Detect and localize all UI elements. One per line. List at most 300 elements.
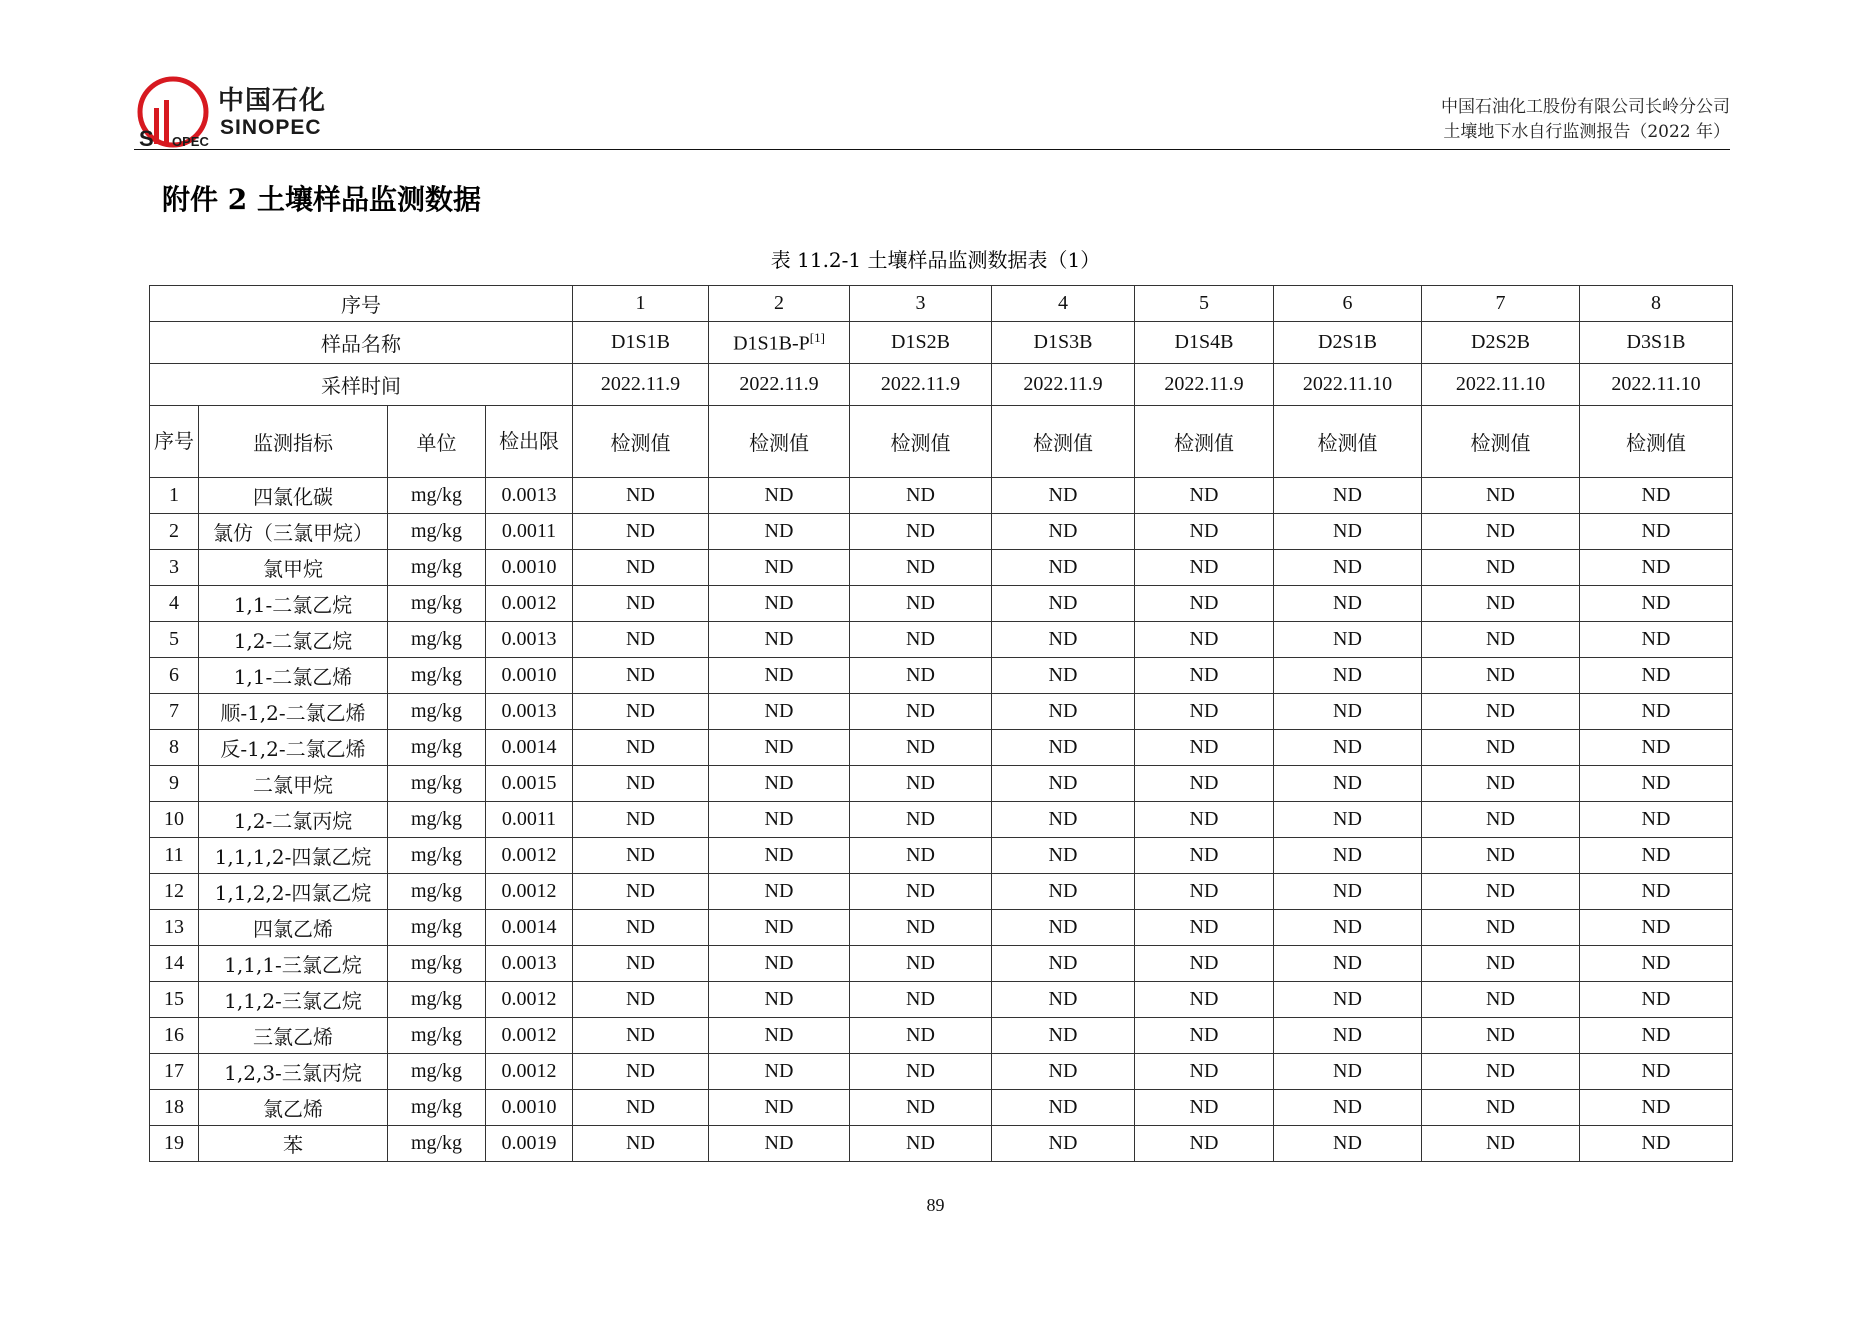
company-name: 中国石油化工股份有限公司长岭分公司 <box>1441 97 1730 117</box>
logo-chinese-name: 中国石化 <box>218 86 327 116</box>
col-header-value: 检测值 <box>1135 406 1274 478</box>
sinopec-logo <box>134 74 334 150</box>
indicator-name: 1,1-二氯乙烷 <box>199 586 388 622</box>
sample-number: 8 <box>1580 286 1733 322</box>
measured-value: ND <box>1135 658 1274 694</box>
measured-value: ND <box>850 622 992 658</box>
sample-date: 2022.11.9 <box>992 364 1135 406</box>
sample-name-text: D2S2B <box>1471 331 1530 353</box>
col-header-value: 检测值 <box>992 406 1135 478</box>
measured-value: ND <box>1135 1018 1274 1054</box>
measured-value: ND <box>1274 802 1422 838</box>
table-row <box>150 910 1733 946</box>
table-row <box>150 514 1733 550</box>
row-number: 12 <box>150 874 199 910</box>
measured-value: ND <box>1580 694 1733 730</box>
measured-value: ND <box>1422 1054 1580 1090</box>
indicator-name: 1,2,3-三氯丙烷 <box>199 1054 388 1090</box>
measured-value: ND <box>850 730 992 766</box>
measured-value: ND <box>1135 766 1274 802</box>
measured-value: ND <box>850 1054 992 1090</box>
measured-value: ND <box>709 1090 850 1126</box>
col-header-indicator: 监测指标 <box>199 406 388 478</box>
measured-value: ND <box>1422 1090 1580 1126</box>
measured-value: ND <box>850 658 992 694</box>
header-row-sample-time <box>150 364 1733 406</box>
detection-limit: 0.0012 <box>486 874 573 910</box>
measured-value: ND <box>1422 478 1580 514</box>
measured-value: ND <box>850 910 992 946</box>
unit: mg/kg <box>388 766 486 802</box>
unit: mg/kg <box>388 1018 486 1054</box>
measured-value: ND <box>992 802 1135 838</box>
measured-value: ND <box>992 658 1135 694</box>
measured-value: ND <box>1274 622 1422 658</box>
measured-value: ND <box>573 802 709 838</box>
indicator-name: 顺-1,2-二氯乙烯 <box>199 694 388 730</box>
sample-number: 3 <box>850 286 992 322</box>
sample-name-row-label: 样品名称 <box>150 322 573 364</box>
measured-value: ND <box>1274 1126 1422 1162</box>
measured-value: ND <box>850 586 992 622</box>
detection-limit: 0.0012 <box>486 982 573 1018</box>
measured-value: ND <box>1274 514 1422 550</box>
measured-value: ND <box>1580 478 1733 514</box>
unit: mg/kg <box>388 730 486 766</box>
detection-limit: 0.0010 <box>486 658 573 694</box>
sample-date: 2022.11.9 <box>709 364 850 406</box>
measured-value: ND <box>1580 982 1733 1018</box>
table-row <box>150 478 1733 514</box>
annex-title: 附件 2 土壤样品监测数据 <box>162 183 481 216</box>
footnote-marker: [1] <box>809 329 825 345</box>
measured-value: ND <box>709 946 850 982</box>
row-number: 8 <box>150 730 199 766</box>
measured-value: ND <box>1580 550 1733 586</box>
measured-value: ND <box>992 874 1135 910</box>
row-number: 6 <box>150 658 199 694</box>
measured-value: ND <box>1580 802 1733 838</box>
measured-value: ND <box>1580 946 1733 982</box>
measured-value: ND <box>850 478 992 514</box>
table-row <box>150 802 1733 838</box>
seq-row-label: 序号 <box>150 286 573 322</box>
row-number: 17 <box>150 1054 199 1090</box>
row-number: 5 <box>150 622 199 658</box>
indicator-name: 三氯乙烯 <box>199 1018 388 1054</box>
detection-limit: 0.0012 <box>486 1018 573 1054</box>
sample-name <box>1135 322 1274 364</box>
detection-limit: 0.0013 <box>486 946 573 982</box>
unit: mg/kg <box>388 550 486 586</box>
measured-value: ND <box>992 478 1135 514</box>
unit: mg/kg <box>388 1090 486 1126</box>
sample-date: 2022.11.10 <box>1422 364 1580 406</box>
measured-value: ND <box>992 622 1135 658</box>
detection-limit: 0.0012 <box>486 586 573 622</box>
measured-value: ND <box>1422 658 1580 694</box>
measured-value: ND <box>1135 586 1274 622</box>
measured-value: ND <box>709 622 850 658</box>
unit: mg/kg <box>388 1054 486 1090</box>
measured-value: ND <box>1274 730 1422 766</box>
indicator-name: 1,1,1,2-四氯乙烷 <box>199 838 388 874</box>
sample-date: 2022.11.9 <box>573 364 709 406</box>
table-row <box>150 586 1733 622</box>
measured-value: ND <box>850 874 992 910</box>
measured-value: ND <box>573 622 709 658</box>
sample-name-text: D2S1B <box>1318 331 1377 353</box>
measured-value: ND <box>1422 766 1580 802</box>
detection-limit: 0.0010 <box>486 1090 573 1126</box>
measured-value: ND <box>1135 802 1274 838</box>
unit: mg/kg <box>388 478 486 514</box>
table-row <box>150 766 1733 802</box>
sample-name-text: D1S2B <box>891 331 950 353</box>
measured-value: ND <box>850 946 992 982</box>
detection-limit: 0.0011 <box>486 802 573 838</box>
table-row <box>150 838 1733 874</box>
sinopec-emblem-icon <box>134 74 212 150</box>
detection-limit: 0.0015 <box>486 766 573 802</box>
indicator-name: 氯甲烷 <box>199 550 388 586</box>
measured-value: ND <box>573 1018 709 1054</box>
measured-value: ND <box>992 946 1135 982</box>
measured-value: ND <box>573 1090 709 1126</box>
measured-value: ND <box>992 1126 1135 1162</box>
sample-name-text: D1S4B <box>1174 331 1234 353</box>
detection-limit: 0.0011 <box>486 514 573 550</box>
row-number: 4 <box>150 586 199 622</box>
measured-value: ND <box>850 514 992 550</box>
measured-value: ND <box>1422 586 1580 622</box>
row-number: 10 <box>150 802 199 838</box>
measured-value: ND <box>709 838 850 874</box>
measured-value: ND <box>573 550 709 586</box>
col-header-value: 检测值 <box>1580 406 1733 478</box>
measured-value: ND <box>850 982 992 1018</box>
measured-value: ND <box>992 586 1135 622</box>
table-row <box>150 874 1733 910</box>
table-row <box>150 946 1733 982</box>
column-header-row <box>150 406 1733 478</box>
table-row <box>150 1018 1733 1054</box>
measured-value: ND <box>573 730 709 766</box>
sample-name <box>992 322 1135 364</box>
measured-value: ND <box>850 838 992 874</box>
table-row <box>150 1090 1733 1126</box>
sample-time-row-label: 采样时间 <box>150 364 573 406</box>
unit: mg/kg <box>388 910 486 946</box>
measured-value: ND <box>1422 946 1580 982</box>
detection-limit: 0.0012 <box>486 1054 573 1090</box>
sample-name <box>709 322 850 364</box>
measured-value: ND <box>709 910 850 946</box>
measured-value: ND <box>992 514 1135 550</box>
row-number: 14 <box>150 946 199 982</box>
sample-date: 2022.11.9 <box>850 364 992 406</box>
unit: mg/kg <box>388 586 486 622</box>
detection-limit: 0.0019 <box>486 1126 573 1162</box>
sample-name <box>850 322 992 364</box>
measured-value: ND <box>1135 1090 1274 1126</box>
measured-value: ND <box>1274 586 1422 622</box>
col-header-limit: 检出限 <box>486 406 573 478</box>
measured-value: ND <box>573 838 709 874</box>
col-header-value: 检测值 <box>850 406 992 478</box>
measured-value: ND <box>992 1018 1135 1054</box>
row-number: 19 <box>150 1126 199 1162</box>
measured-value: ND <box>573 874 709 910</box>
measured-value: ND <box>573 910 709 946</box>
measured-value: ND <box>709 586 850 622</box>
measured-value: ND <box>1580 658 1733 694</box>
measured-value: ND <box>992 550 1135 586</box>
sample-date: 2022.11.10 <box>1274 364 1422 406</box>
col-header-value: 检测值 <box>1422 406 1580 478</box>
measured-value: ND <box>1274 550 1422 586</box>
measured-value: ND <box>1580 1018 1733 1054</box>
measured-value: ND <box>1135 874 1274 910</box>
measured-value: ND <box>1135 1054 1274 1090</box>
indicator-name: 氯乙烯 <box>199 1090 388 1126</box>
measured-value: ND <box>1135 910 1274 946</box>
col-header-value: 检测值 <box>1274 406 1422 478</box>
measured-value: ND <box>1422 802 1580 838</box>
measured-value: ND <box>1422 982 1580 1018</box>
unit: mg/kg <box>388 694 486 730</box>
sample-date: 2022.11.10 <box>1580 364 1733 406</box>
table-row <box>150 1126 1733 1162</box>
sample-name <box>1274 322 1422 364</box>
sample-number: 2 <box>709 286 850 322</box>
measured-value: ND <box>1422 730 1580 766</box>
row-number: 18 <box>150 1090 199 1126</box>
unit: mg/kg <box>388 982 486 1018</box>
measured-value: ND <box>1580 622 1733 658</box>
measured-value: ND <box>709 694 850 730</box>
indicator-name: 反-1,2-二氯乙烯 <box>199 730 388 766</box>
measured-value: ND <box>850 802 992 838</box>
measured-value: ND <box>1422 838 1580 874</box>
measured-value: ND <box>709 1018 850 1054</box>
detection-limit: 0.0012 <box>486 838 573 874</box>
header-row-seq <box>150 286 1733 322</box>
indicator-name: 二氯甲烷 <box>199 766 388 802</box>
report-title: 土壤地下水自行监测报告（2022 年） <box>1443 122 1730 142</box>
measured-value: ND <box>992 910 1135 946</box>
measured-value: ND <box>1135 694 1274 730</box>
unit: mg/kg <box>388 514 486 550</box>
measured-value: ND <box>1135 1126 1274 1162</box>
measured-value: ND <box>1422 550 1580 586</box>
measured-value: ND <box>709 550 850 586</box>
measured-value: ND <box>1135 514 1274 550</box>
table-caption: 表 11.2-1 土壤样品监测数据表（1） <box>770 248 1101 272</box>
measured-value: ND <box>573 946 709 982</box>
measured-value: ND <box>1274 982 1422 1018</box>
measured-value: ND <box>709 514 850 550</box>
col-header-seq: 序号 <box>150 406 199 478</box>
measured-value: ND <box>1274 874 1422 910</box>
measured-value: ND <box>573 982 709 1018</box>
measured-value: ND <box>1274 1018 1422 1054</box>
measured-value: ND <box>850 766 992 802</box>
unit: mg/kg <box>388 658 486 694</box>
row-number: 9 <box>150 766 199 802</box>
unit: mg/kg <box>388 622 486 658</box>
measured-value: ND <box>709 982 850 1018</box>
sample-name-text: D1S3B <box>1033 331 1093 353</box>
row-number: 7 <box>150 694 199 730</box>
measured-value: ND <box>992 838 1135 874</box>
measured-value: ND <box>1580 1090 1733 1126</box>
indicator-name: 苯 <box>199 1126 388 1162</box>
page-number: 89 <box>926 1195 945 1215</box>
measured-value: ND <box>573 586 709 622</box>
measured-value: ND <box>1135 478 1274 514</box>
sample-name-text: D1S1B <box>611 331 670 353</box>
measured-value: ND <box>1274 658 1422 694</box>
measured-value: ND <box>1580 586 1733 622</box>
measured-value: ND <box>850 1126 992 1162</box>
measured-value: ND <box>1135 946 1274 982</box>
measured-value: ND <box>992 982 1135 1018</box>
sample-name <box>573 322 709 364</box>
measured-value: ND <box>1274 766 1422 802</box>
sample-name-text: D3S1B <box>1626 331 1686 353</box>
table-row <box>150 658 1733 694</box>
detection-limit: 0.0013 <box>486 694 573 730</box>
table-row <box>150 982 1733 1018</box>
row-number: 1 <box>150 478 199 514</box>
measured-value: ND <box>850 550 992 586</box>
row-number: 13 <box>150 910 199 946</box>
measured-value: ND <box>709 658 850 694</box>
measured-value: ND <box>1135 550 1274 586</box>
sample-number: 7 <box>1422 286 1580 322</box>
row-number: 2 <box>150 514 199 550</box>
measured-value: ND <box>1580 1126 1733 1162</box>
col-header-value: 检测值 <box>709 406 850 478</box>
measured-value: ND <box>1274 1090 1422 1126</box>
indicator-name: 1,2-二氯乙烷 <box>199 622 388 658</box>
row-number: 11 <box>150 838 199 874</box>
indicator-name: 1,1,1-三氯乙烷 <box>199 946 388 982</box>
measured-value: ND <box>1274 910 1422 946</box>
measured-value: ND <box>992 694 1135 730</box>
detection-limit: 0.0010 <box>486 550 573 586</box>
measured-value: ND <box>1422 1126 1580 1162</box>
measured-value: ND <box>1274 478 1422 514</box>
measured-value: ND <box>709 478 850 514</box>
measured-value: ND <box>573 514 709 550</box>
sample-name <box>1422 322 1580 364</box>
measured-value: ND <box>1135 982 1274 1018</box>
measured-value: ND <box>573 478 709 514</box>
measured-value: ND <box>1422 694 1580 730</box>
indicator-name: 1,1,2,2-四氯乙烷 <box>199 874 388 910</box>
measured-value: ND <box>1580 910 1733 946</box>
indicator-name: 氯仿（三氯甲烷） <box>199 514 388 550</box>
measured-value: ND <box>992 730 1135 766</box>
unit: mg/kg <box>388 838 486 874</box>
measured-value: ND <box>1580 1054 1733 1090</box>
measured-value: ND <box>1274 694 1422 730</box>
measured-value: ND <box>992 1090 1135 1126</box>
unit: mg/kg <box>388 874 486 910</box>
measured-value: ND <box>1135 838 1274 874</box>
measured-value: ND <box>992 1054 1135 1090</box>
measured-value: ND <box>1580 766 1733 802</box>
measured-value: ND <box>1274 946 1422 982</box>
unit: mg/kg <box>388 1126 486 1162</box>
measured-value: ND <box>850 1018 992 1054</box>
measured-value: ND <box>850 694 992 730</box>
measured-value: ND <box>1274 838 1422 874</box>
measured-value: ND <box>1580 874 1733 910</box>
measured-value: ND <box>573 1126 709 1162</box>
indicator-name: 1,1-二氯乙烯 <box>199 658 388 694</box>
header-row-sample-name <box>150 322 1733 364</box>
sample-name-text: D1S1B-P <box>733 332 810 355</box>
measured-value: ND <box>709 1126 850 1162</box>
measured-value: ND <box>709 802 850 838</box>
table-row <box>150 550 1733 586</box>
detection-limit: 0.0013 <box>486 478 573 514</box>
measured-value: ND <box>992 766 1135 802</box>
measured-value: ND <box>1274 1054 1422 1090</box>
measured-value: ND <box>1422 874 1580 910</box>
measured-value: ND <box>1422 1018 1580 1054</box>
measured-value: ND <box>573 658 709 694</box>
sample-number: 6 <box>1274 286 1422 322</box>
row-number: 15 <box>150 982 199 1018</box>
detection-limit: 0.0013 <box>486 622 573 658</box>
indicator-name: 1,2-二氯丙烷 <box>199 802 388 838</box>
row-number: 3 <box>150 550 199 586</box>
indicator-name: 四氯乙烯 <box>199 910 388 946</box>
sample-name <box>1580 322 1733 364</box>
header-divider <box>134 149 1730 150</box>
table-row <box>150 730 1733 766</box>
measured-value: ND <box>573 1054 709 1090</box>
sample-number: 1 <box>573 286 709 322</box>
measured-value: ND <box>709 874 850 910</box>
col-header-value: 检测值 <box>573 406 709 478</box>
unit: mg/kg <box>388 802 486 838</box>
row-number: 16 <box>150 1018 199 1054</box>
measured-value: ND <box>709 1054 850 1090</box>
soil-monitoring-table <box>149 285 1733 1162</box>
measured-value: ND <box>573 766 709 802</box>
table-row <box>150 622 1733 658</box>
unit: mg/kg <box>388 946 486 982</box>
sample-number: 5 <box>1135 286 1274 322</box>
report-header <box>1441 95 1730 145</box>
svg-text:S: S <box>139 126 154 150</box>
detection-limit: 0.0014 <box>486 910 573 946</box>
measured-value: ND <box>1580 838 1733 874</box>
table-row <box>150 1054 1733 1090</box>
detection-limit: 0.0014 <box>486 730 573 766</box>
measured-value: ND <box>573 694 709 730</box>
measured-value: ND <box>1135 622 1274 658</box>
svg-text:OPEC: OPEC <box>172 134 209 149</box>
measured-value: ND <box>709 730 850 766</box>
table-row <box>150 694 1733 730</box>
measured-value: ND <box>1422 910 1580 946</box>
